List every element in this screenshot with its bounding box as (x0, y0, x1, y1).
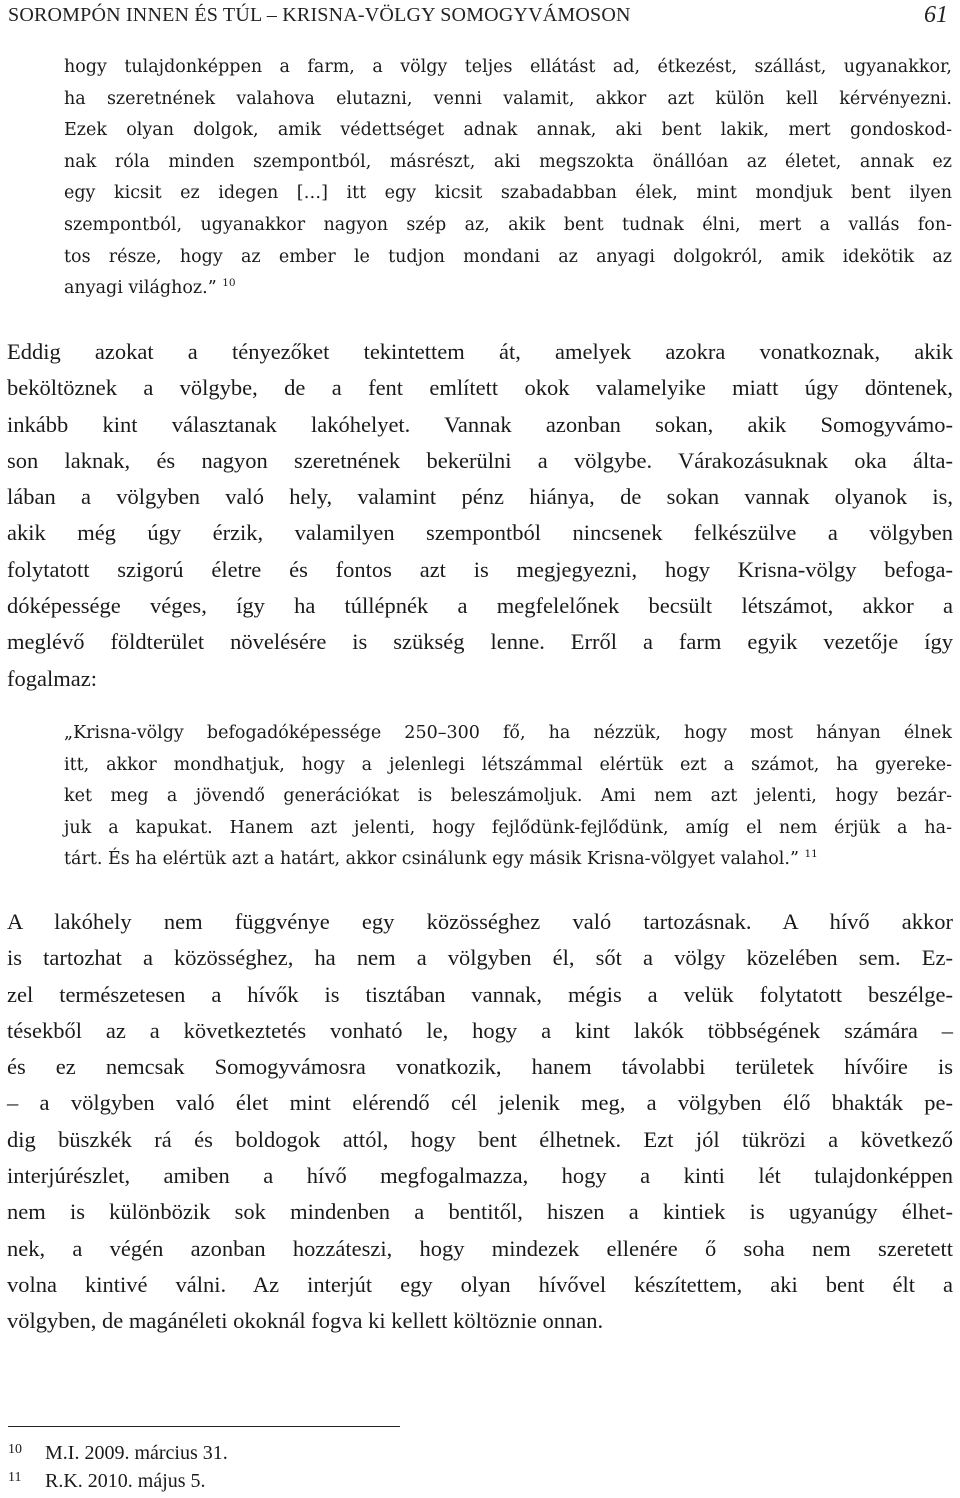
text-line: is tartozhat a közösséghez, ha nem a völgyben él, sőt a völgy közelében sem. Ez- (7, 945, 953, 971)
text-line: son laknak, és nagyon szeretnének bekerülni a völgybe. Várakozásuknak oka álta- (7, 447, 953, 473)
text-line: Ezek olyan dolgok, amik védettséget adnak annak, aki bent lakik, mert gondoskod- (64, 120, 952, 141)
text-line: itt, akkor mondhatjuk, hogy a jelenlegi létszámmal elértük ezt a számot, ha gyereke- (64, 754, 952, 775)
text-line: interjúrészlet, amiben a hívő megfogalmazza, hogy a kinti lét tulajdonképpen (7, 1163, 953, 1189)
text-line (64, 273, 952, 305)
text-line: volna kintivé válni. Az interjút egy olyan hívővel készítettem, aki bent élt a (7, 1271, 953, 1297)
footnotes (8, 1436, 228, 1492)
text-line: akik még úgy érzik, valamilyen szempontból nincsenek felkészülve a völgyben (7, 520, 953, 546)
footnote-number: 11 (8, 1470, 22, 1485)
text-line: nek, a végén azonban hozzáteszi, hogy mindezek ellenére ő soha nem szeretett (7, 1235, 953, 1261)
text-line (64, 844, 952, 876)
text-line: juk a kapukat. Hanem azt jelenti, hogy fejlődünk-fejlődünk, amíg el nem érjük a ha- (64, 817, 952, 838)
text-line: völgyben, de magánéleti okoknál fogva ki kellett költöznie onnan. (7, 1308, 604, 1334)
text-line: Eddig azokat a tényezőket tekintettem át, amelyek azokra vonatkoznak, akik (7, 339, 953, 364)
text-line: nak róla minden szempontból, másrészt, aki megszokta önállóan az életet, annak ez (64, 151, 952, 172)
footnote-text: M.I. 2009. március 31. (45, 1442, 228, 1464)
text-line: zel természetesen a hívők is tisztában vannak, mégis a velük folytatott beszélge- (7, 981, 953, 1007)
text-line: inkább kint választanak lakóhelyet. Vannak azonban sokan, akik Somogyvámo- (7, 411, 953, 437)
interview-quote-2 (64, 718, 952, 876)
running-head: SOROMPÓN INNEN ÉS TÚL – KRISNA-VÖLGY SOMOGYVÁMOSON (8, 4, 631, 26)
page-number: 61 (924, 2, 948, 28)
text-line: lában a völgyben való hely, valamint pénz hiánya, de sokan vannak olyanok is, (7, 484, 953, 510)
text-line: meglévő földterület növelésére is szükség lenne. Erről a farm egyik vezetője így (7, 629, 953, 655)
text-line: dóképessége véges, így ha túllépnék a megfelelőnek becsült létszámot, akkor a (7, 593, 953, 619)
text-line: A lakóhely nem függvénye egy közösséghez való tartozásnak. A hívő akkor (7, 909, 953, 934)
text-fragment: tárt. És ha elértük azt a határt, akkor csinálunk egy másik Krisna-völgyet valahol.” (64, 849, 799, 870)
text-line: folytatott szigorú életre és fontos azt is megjegyezni, hogy Krisna-völgy befoga- (7, 556, 953, 582)
text-line: tésekből az a következtetés vonható le, hogy a kint lakók többségének számára – (7, 1017, 953, 1043)
text-line: tos része, hogy az ember le tudjon mondani az anyagi dolgokról, amik idekötik az (64, 246, 952, 267)
body-paragraph-2 (7, 904, 953, 1340)
text-line: beköltöznek a völgybe, de a fent említett okok valamelyike miatt úgy döntenek, (7, 375, 953, 401)
text-line: és ez nemcsak Somogyvámosra vonatkozik, hanem távolabbi területek hívőire is (7, 1054, 953, 1080)
body-paragraph-1 (7, 334, 953, 697)
footnote-number: 10 (8, 1442, 22, 1457)
text-line: „Krisna-völgy befogadóképessége 250–300 fő, ha nézzük, hogy most hányan élnek (64, 723, 952, 743)
text-line: ha szeretnének valahova elutazni, venni valamit, akkor azt külön kell kérvényezni. (64, 88, 952, 109)
text-fragment: anyagi világhoz.” (64, 278, 217, 299)
text-line: ket meg a jövendő generációkat is beleszámoljuk. Ami nem azt jelenti, hogy bezár- (64, 786, 952, 807)
footnote-divider (8, 1426, 400, 1427)
footnote-text: R.K. 2010. május 5. (45, 1470, 206, 1492)
footnote (8, 1464, 228, 1492)
footnote (8, 1436, 228, 1464)
text-line: – a völgyben való élet mint elérendő cél jelenik meg, a völgyben élő bhakták pe- (7, 1090, 953, 1116)
footnote-ref[interactable]: 11 (804, 848, 818, 861)
page-header (8, 2, 952, 30)
text-line: fogalmaz: (7, 665, 97, 691)
interview-quote-1 (64, 52, 952, 305)
text-line: dig büszkék rá és boldogok attól, hogy bent élhetnek. Ezt jól tükrözi a következő (7, 1126, 953, 1152)
text-line: egy kicsit ez idegen […] itt egy kicsit szabadabban élek, mint mondjuk bent ilyen (64, 183, 952, 204)
text-line: hogy tulajdonképpen a farm, a völgy teljes ellátást ad, étkezést, szállást, ugyanakkor, (64, 57, 952, 77)
footnote-ref[interactable]: 10 (222, 277, 236, 290)
text-line: nem is különbözik sok mindenben a bentitől, hiszen a kintiek is ugyanúgy élhet- (7, 1199, 953, 1225)
text-line: szempontból, ugyanakkor nagyon szép az, akik bent tudnak élni, mert a vallás fon- (64, 214, 952, 235)
